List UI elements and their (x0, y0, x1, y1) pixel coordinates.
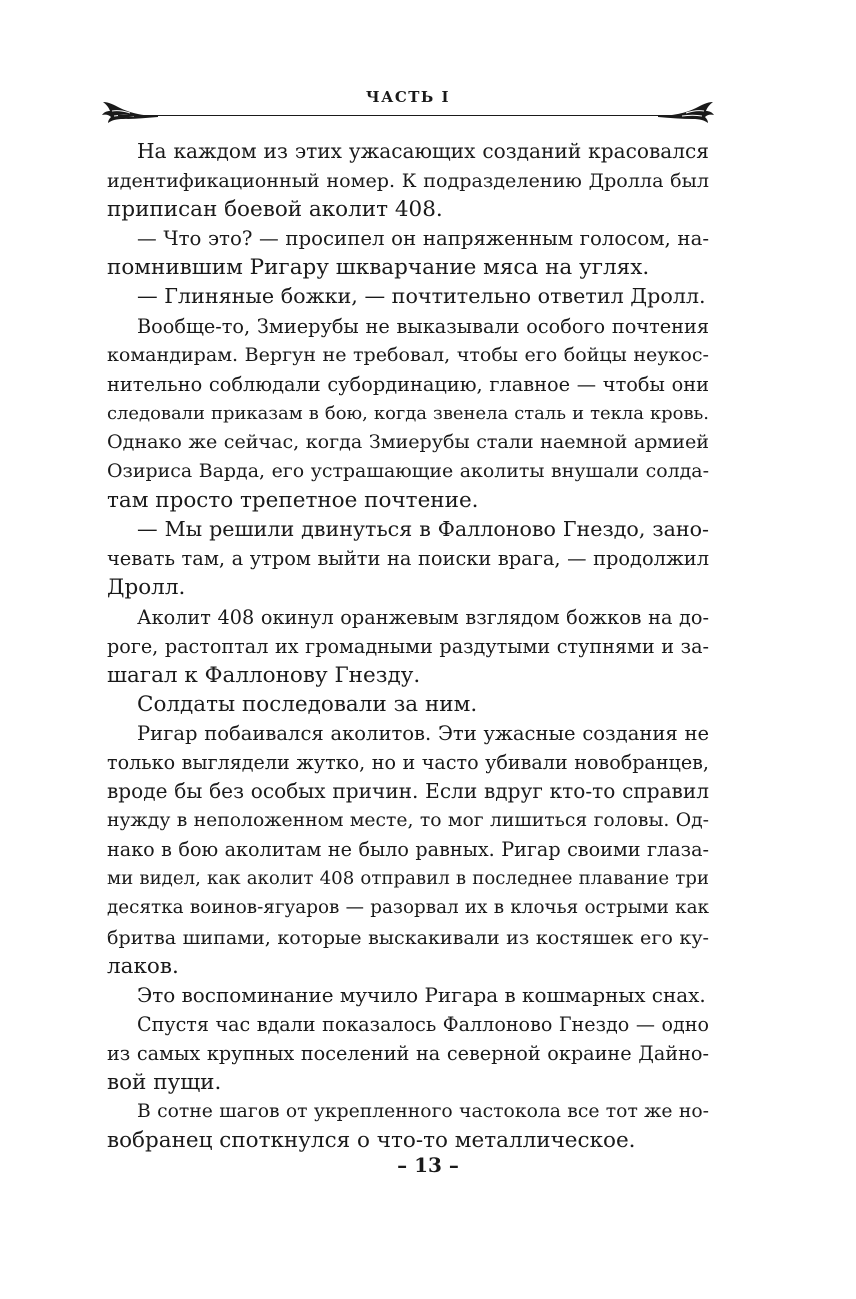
text-line: Озириса Варда, его устрашающие аколиты внушали солда- (107, 460, 709, 483)
text-line: лаков. (107, 953, 179, 979)
page-number: – 13 – (397, 1153, 459, 1177)
text-line: — Мы решили двинуться в Фаллоново Гнездо, зано- (137, 517, 709, 542)
text-line: Ригар побаивался аколитов. Эти ужасные создания не (137, 721, 709, 745)
text-line: Солдаты последовали за ним. (137, 691, 478, 717)
text-line: из самых крупных поселений на северной окраине Дайно- (107, 1041, 709, 1065)
text-line: бритва шипами, которые выскакивали из костяшек его ку- (107, 925, 709, 949)
text-line: нительно соблюдали субординацию, главное — чтобы они (107, 372, 709, 396)
page-body-text (107, 137, 709, 1155)
text-line: — Глиняные божки, — почтительно ответил Дролл. (137, 284, 706, 309)
text-line: Это воспоминание мучило Ригара в кошмарных снах. (137, 983, 706, 1007)
text-line: — Что это? — просипел он напряженным голосом, на- (137, 227, 709, 251)
chapter-part-title: ЧАСТЬ I (365, 88, 451, 106)
text-line: там просто трепетное почтение. (107, 488, 479, 514)
text-line: только выглядели жутко, но и часто убивали новобранцев, (107, 750, 709, 774)
text-line: Аколит 408 окинул оранжевым взглядом божков на до- (137, 605, 709, 629)
text-line: Однако же сейчас, когда Змиерубы стали наемной армией (107, 430, 709, 453)
text-line: Вообще-то, Змиерубы не выказывали особого почтения (137, 314, 709, 338)
text-line: В сотне шагов от укрепленного частокола все тот же но- (137, 1101, 709, 1123)
text-line: идентификационный номер. К подразделению Дролла был (107, 169, 709, 193)
text-line: вобранец споткнулся о что-то металлическое. (107, 1128, 636, 1154)
text-line: нужду в неположенном месте, то мог лишиться головы. Од- (107, 810, 709, 832)
text-line: вой пущи. (107, 1070, 222, 1095)
text-line: роге, растоптал их громадными раздутыми ступнями и за- (107, 634, 709, 658)
text-line: Спустя час вдали показалось Фаллоново Гнездо — одно (137, 1012, 709, 1036)
text-line: помнившим Ригару шкварчание мяса на углях. (107, 255, 650, 281)
text-line: следовали приказам в бою, когда звенела сталь и текла кровь. (107, 402, 709, 424)
text-line: десятка воинов-ягуаров — разорвал их в клочья острыми как (107, 897, 709, 919)
text-line: шагал к Фаллонову Гнезду. (107, 662, 421, 688)
text-line: чевать там, а утром выйти на поиски врага, — продолжил (107, 547, 709, 571)
header-rule (118, 115, 698, 116)
text-line: нако в бою аколитам не было равных. Ригар своими глаза- (107, 838, 709, 862)
text-line: На каждом из этих ужасающих созданий красовался (137, 139, 709, 163)
text-line: командирам. Вергун не требовал, чтобы его бойцы неукос- (107, 343, 709, 366)
text-line: ми видел, как аколит 408 отправил в последнее плавание три (107, 868, 709, 890)
text-line: вроде бы без особых причин. Если вдруг кто-то справил (107, 779, 709, 804)
text-line: приписан боевой аколит 408. (107, 197, 443, 223)
text-line: Дролл. (107, 575, 186, 601)
wing-ornament-right-icon (656, 99, 716, 125)
running-header (100, 84, 716, 120)
